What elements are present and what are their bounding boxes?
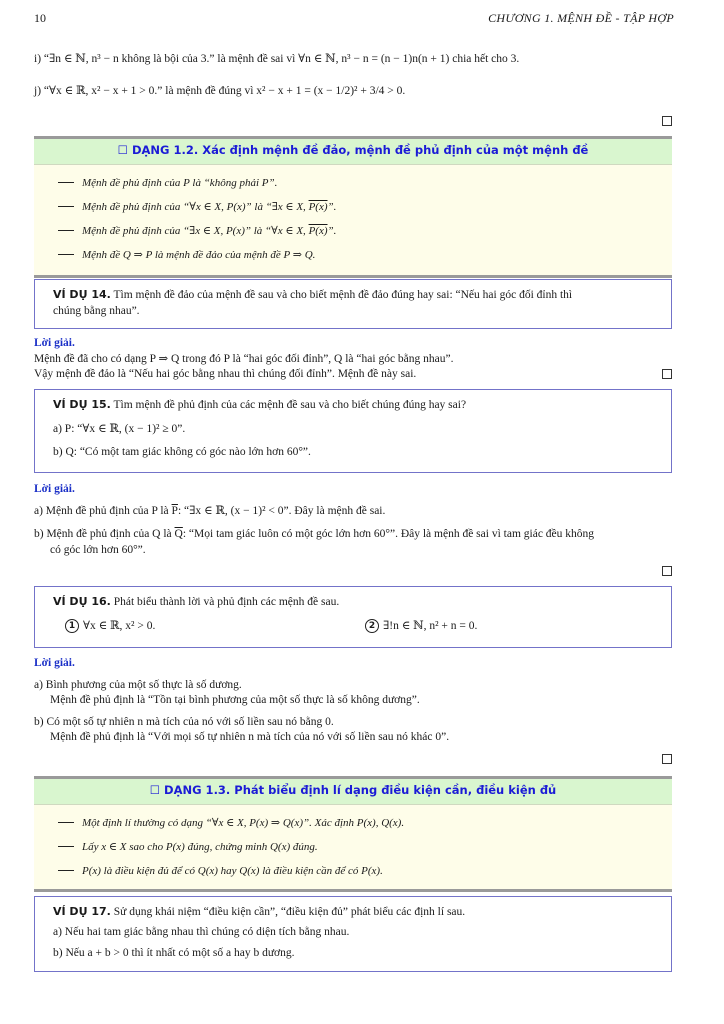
dash-icon	[58, 182, 74, 183]
intro-line-i: i) “∃n ∈ ℕ, n³ − n không là bội của 3.” là mệnh đề sai vì ∀n ∈ ℕ, n³ − n = (n − 1)n(n + 1) chia hết cho 3.	[34, 53, 520, 65]
dang-1-2-title: ☐ DẠNG 1.2. Xác định mệnh đề đảo, mệnh đề phủ định của một mệnh đề	[34, 139, 672, 165]
example-16-box	[34, 586, 672, 648]
solution-line: Mệnh đề đã cho có dạng P ⇒ Q trong đó P là “hai góc đối đỉnh”, Q là “hai góc bằng nhau”.	[34, 352, 454, 365]
example-15-label: VÍ DỤ 15.	[53, 398, 111, 411]
solution-label: Lời giải.	[34, 657, 75, 669]
dang-1-2-item: Mệnh đề phủ định của “∀x ∈ X, P(x)” là “∃x ∈ X, P(x)”.	[34, 195, 672, 219]
example-14-text: Tìm mệnh đề đảo của mệnh đề sau và cho biết mệnh đề đảo đúng hay sai: “Nếu hai góc đối đỉnh thì	[113, 289, 573, 301]
dang-1-3-item: Một định lí thường có dạng “∀x ∈ X, P(x) ⇒ Q(x)”. Xác định P(x), Q(x).	[34, 811, 672, 835]
qed-square-icon	[662, 754, 672, 764]
dash-icon	[58, 230, 74, 231]
example-17-box	[34, 896, 672, 972]
solution-line: Mệnh đề phủ định là “Tồn tại bình phương của một số thực là số không dương”.	[50, 694, 420, 707]
intro-line-j: j) “∀x ∈ ℝ, x² − x + 1 > 0.” là mệnh đề đúng vì x² − x + 1 = (x − 1/2)² + 3/4 > 0.	[34, 84, 406, 97]
solution-line-b-cont: có góc lớn hơn 60°”.	[50, 543, 146, 556]
example-15-text: Tìm mệnh đề phủ định của các mệnh đề sau và cho biết chúng đúng hay sai?	[113, 399, 467, 411]
example-17-label: VÍ DỤ 17.	[53, 905, 111, 918]
example-14-solution	[34, 336, 672, 383]
example-17-item-a: a) Nếu hai tam giác bằng nhau thì chúng có diện tích bằng nhau.	[53, 925, 350, 938]
example-16-text: Phát biểu thành lời và phủ định các mệnh đề sau.	[113, 596, 340, 608]
example-15-item-a: a) P: “∀x ∈ ℝ, (x − 1)² ≥ 0”.	[53, 422, 186, 435]
dash-icon	[58, 206, 74, 207]
solution-line-a: a) Mệnh đề phủ định của P là $\overline{P}$: “∃x ∈ ℝ, (x − 1)² < 0”. Đây là mệnh đề sai.	[34, 504, 386, 517]
chapter-title: CHƯƠNG 1. MỆNH ĐỀ - TẬP HỢP	[488, 11, 674, 25]
solution-line: b) Có một số tự nhiên n mà tích của nó với số liền sau nó bằng 0.	[34, 715, 334, 728]
dang-1-2-item: Mệnh đề phủ định của P là “không phải P”.	[34, 171, 672, 195]
solution-line-b: b) Mệnh đề phủ định của Q là $\overline{Q}$: “Mọi tam giác luôn có một góc lớn hơn 60°”. Đây là mệnh đề sai vì tam giác đều không	[34, 528, 595, 541]
example-17-item-b: b) Nếu a + b > 0 thì ít nhất có một số a hay b dương.	[53, 947, 295, 960]
qed-square-icon	[662, 116, 672, 126]
example-16-item-1: 1 ∀x ∈ ℝ, x² > 0.	[65, 619, 155, 635]
solution-label: Lời giải.	[34, 483, 75, 495]
example-17-text: Sử dụng khái niệm “điều kiện cần”, “điều kiện đủ” phát biểu các định lí sau.	[113, 906, 466, 918]
circled-number-icon: 2	[365, 619, 379, 633]
dang-1-2-box	[34, 136, 672, 278]
solution-line: a) Bình phương của một số thực là số dương.	[34, 678, 242, 691]
dang-1-2-item: Mệnh đề phủ định của “∃x ∈ X, P(x)” là “∀x ∈ X, P(x)”.	[34, 219, 672, 243]
example-16-label: VÍ DỤ 16.	[53, 595, 111, 608]
dang-1-3-box	[34, 776, 672, 892]
example-14-text-cont: chúng bằng nhau”.	[53, 304, 140, 317]
page-number: 10	[34, 11, 46, 25]
dang-1-3-title: ☐ DẠNG 1.3. Phát biểu định lí dạng điều kiện cần, điều kiện đủ	[34, 779, 672, 805]
example-16-solution	[34, 656, 672, 746]
example-14-label: VÍ DỤ 14.	[53, 288, 111, 301]
example-16-item-2: 2 ∃!n ∈ ℕ, n² + n = 0.	[365, 619, 477, 635]
example-15-item-b: b) Q: “Có một tam giác không có góc nào lớn hơn 60°”.	[53, 446, 311, 459]
dash-icon	[58, 846, 74, 847]
solution-line: Mệnh đề phủ định là “Với mọi số tự nhiên n mà tích của nó với số liền sau nó khác 0”.	[50, 731, 450, 744]
dang-1-3-item: P(x) là điều kiện đủ để có Q(x) hay Q(x) là điều kiện cần để có P(x).	[34, 859, 672, 883]
dang-1-3-item: Lấy x ∈ X sao cho P(x) đúng, chứng minh Q(x) đúng.	[34, 835, 672, 859]
solution-line: Vậy mệnh đề đảo là “Nếu hai góc bằng nhau thì chúng đối đỉnh”. Mệnh đề này sai.	[34, 368, 417, 381]
dash-icon	[58, 870, 74, 871]
example-15-box	[34, 389, 672, 473]
example-15-solution	[34, 482, 672, 558]
dang-1-2-item: Mệnh đề Q ⇒ P là mệnh đề đảo của mệnh đề P ⇒ Q.	[34, 243, 672, 267]
intro-text	[34, 52, 672, 99]
dash-icon	[58, 822, 74, 823]
circled-number-icon: 1	[65, 619, 79, 633]
qed-square-icon	[662, 369, 672, 379]
solution-label: Lời giải.	[34, 337, 75, 349]
qed-square-icon	[662, 566, 672, 576]
dash-icon	[58, 254, 74, 255]
example-14-box	[34, 279, 672, 329]
